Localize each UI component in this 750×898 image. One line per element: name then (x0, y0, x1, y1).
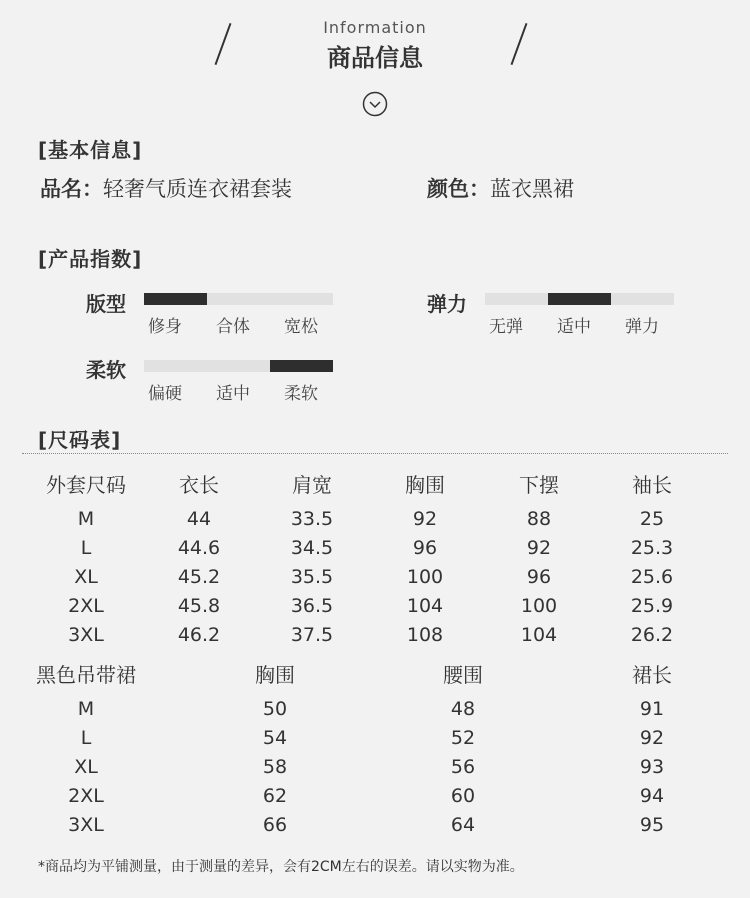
skirt-cell: 54 (262, 727, 288, 749)
jacket-cell: 45.8 (177, 595, 221, 617)
jacket-cell: 44 (186, 508, 212, 530)
jacket-cell: 88 (526, 508, 552, 530)
skirt-cell: 64 (450, 814, 476, 836)
product-color-key: 颜色： (427, 177, 490, 201)
jacket-cell: 37.5 (290, 624, 334, 646)
fit-option: 修身 (148, 317, 182, 337)
skirt-header-cell: 胸围 (255, 663, 295, 687)
jacket-cell: 108 (406, 624, 444, 646)
jacket-cell: 36.5 (290, 595, 334, 617)
jacket-header-cell: 下摆 (519, 473, 559, 497)
section-product-index: [产品指数] (38, 247, 143, 271)
skirt-header-cell: 裙长 (632, 663, 672, 687)
soft-label: 柔软 (86, 358, 126, 382)
info-title-cn: 商品信息 (327, 44, 423, 72)
jacket-cell: 25.9 (630, 595, 674, 617)
skirt-cell: 50 (262, 698, 288, 720)
jacket-header-cell: 衣长 (179, 473, 219, 497)
measurement-note: *商品均为平铺测量，由于测量的差异，会有2CM左右的误差。请以实物为准。 (38, 859, 524, 875)
jacket-header-cell: 胸围 (405, 473, 445, 497)
info-title-en: Information (323, 18, 427, 37)
jacket-header-cell: 肩宽 (292, 473, 332, 497)
jacket-cell: 92 (526, 537, 552, 559)
skirt-cell: XL (74, 756, 98, 778)
soft-option: 柔软 (284, 384, 318, 404)
skirt-cell: 91 (639, 698, 665, 720)
soft-option: 偏硬 (148, 384, 182, 404)
skirt-cell: 58 (262, 756, 288, 778)
fit-label: 版型 (86, 292, 126, 316)
jacket-header-cell: 袖长 (632, 473, 672, 497)
jacket-cell: 104 (406, 595, 444, 617)
product-color-value: 蓝衣黑裙 (490, 177, 574, 201)
skirt-cell: 2XL (68, 785, 104, 807)
product-name-value: 轻奢气质连衣裙套装 (103, 177, 292, 201)
jacket-cell: 33.5 (290, 508, 334, 530)
jacket-cell: 25.6 (630, 566, 674, 588)
stretch-option: 适中 (557, 317, 591, 337)
skirt-cell: M (77, 698, 95, 720)
skirt-cell: 92 (639, 727, 665, 749)
jacket-cell: 45.2 (177, 566, 221, 588)
jacket-cell: 96 (412, 537, 438, 559)
jacket-cell: XL (74, 566, 98, 588)
jacket-cell: 104 (520, 624, 558, 646)
jacket-cell: 3XL (68, 624, 104, 646)
jacket-cell: 44.6 (177, 537, 221, 559)
skirt-cell: 94 (639, 785, 665, 807)
skirt-cell: L (80, 727, 92, 749)
section-basic-info: [基本信息] (38, 138, 143, 162)
jacket-cell: 92 (412, 508, 438, 530)
jacket-header-cell: 外套尺码 (46, 473, 126, 497)
jacket-cell: 100 (520, 595, 558, 617)
jacket-cell: M (77, 508, 95, 530)
skirt-header-cell: 黑色吊带裙 (36, 663, 136, 687)
jacket-cell: 34.5 (290, 537, 334, 559)
skirt-cell: 93 (639, 756, 665, 778)
jacket-cell: 100 (406, 566, 444, 588)
fit-option: 合体 (216, 317, 250, 337)
jacket-cell: 96 (526, 566, 552, 588)
skirt-cell: 48 (450, 698, 476, 720)
jacket-cell: L (80, 537, 92, 559)
skirt-cell: 52 (450, 727, 476, 749)
product-name-key: 品名： (40, 177, 103, 201)
skirt-cell: 56 (450, 756, 476, 778)
jacket-cell: 25.3 (630, 537, 674, 559)
skirt-cell: 60 (450, 785, 476, 807)
skirt-cell: 66 (262, 814, 288, 836)
stretch-label: 弹力 (427, 292, 467, 316)
jacket-cell: 2XL (68, 595, 104, 617)
jacket-cell: 46.2 (177, 624, 221, 646)
skirt-cell: 3XL (68, 814, 104, 836)
jacket-cell: 26.2 (630, 624, 674, 646)
jacket-cell: 25 (639, 508, 665, 530)
skirt-header-cell: 腰围 (443, 663, 483, 687)
section-size-chart: [尺码表] (38, 428, 122, 452)
stretch-option: 无弹 (489, 317, 523, 337)
fit-option: 宽松 (284, 317, 318, 337)
skirt-cell: 95 (639, 814, 665, 836)
skirt-cell: 62 (262, 785, 288, 807)
soft-option: 适中 (216, 384, 250, 404)
jacket-cell: 35.5 (290, 566, 334, 588)
stretch-option: 弹力 (625, 317, 659, 337)
